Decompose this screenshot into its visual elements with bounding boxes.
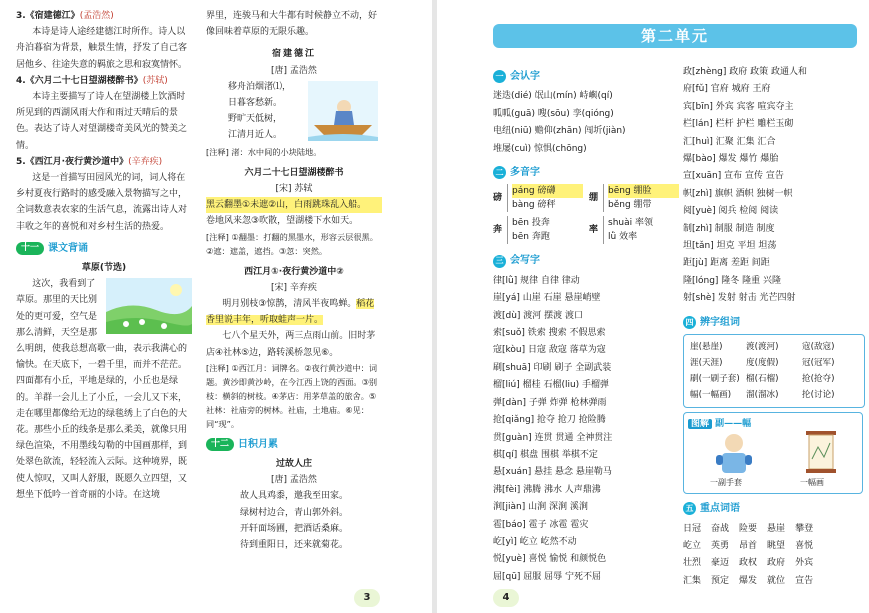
distinguish-word: 渡(渡河) — [746, 342, 779, 353]
write-row: 宣[xuān] 宣布 宣传 宣告 — [683, 171, 784, 182]
section-title: 日积月累 — [238, 438, 279, 450]
word-row — [683, 573, 865, 590]
section-badge: 四 — [683, 316, 696, 329]
key-words — [683, 521, 865, 591]
poem-line: 移舟泊烟渚⑴， — [228, 81, 292, 92]
poem-line-highlight: 黑云翻墨①未遮②山，白雨跳珠乱入船。 — [206, 197, 382, 213]
section-badge: 十二 — [206, 438, 234, 451]
page-number: 3 — [354, 589, 380, 607]
key-word: 日冠 — [683, 523, 702, 534]
key-word: 悬崖 — [767, 523, 786, 534]
write-row: 棋[qí] 棋盘 围棋 举棋不定 — [493, 449, 598, 460]
key-word: 政权 — [739, 558, 758, 569]
distinguish-word: 冠(冠军) — [802, 358, 835, 369]
left-column-1 — [16, 8, 192, 503]
poem-line: 明月别枝③惊鹊，清风半夜鸣蝉。 — [222, 299, 357, 310]
section-badge: 十一 — [16, 242, 44, 255]
recognize-row: 呱呱(guā) 嗖(sōu) 孪(qióng) — [493, 108, 614, 119]
poem-author: [宋] 辛弃疾 — [271, 282, 317, 293]
key-word: 壮烈 — [683, 558, 702, 569]
write-row: 雹[báo] 雹子 冰雹 雹灾 — [493, 519, 589, 530]
poem-title: 六月二十七日望湖楼醉书 — [244, 167, 344, 178]
polyphone-group — [589, 184, 679, 212]
section-badge: 一 — [493, 70, 506, 83]
write-row: 宾[bīn] 外宾 宾客 喧宾夺主 — [683, 101, 794, 112]
scroll-painting-illustration — [804, 429, 838, 475]
section-write — [493, 252, 679, 269]
boat-illustration — [308, 81, 378, 141]
polyphone-reading: bàng 磅秤 — [512, 200, 556, 211]
distinguish-word: 溜(溜冰) — [746, 390, 779, 401]
section-distinguish — [683, 314, 865, 331]
distinguish-word: 涯(天涯) — [690, 358, 723, 369]
polyphone-reading: shuài 率领 — [608, 218, 653, 229]
poem-note: [注释] ①西江月：词牌名。②夜行黄沙道中：词题。黄沙即黄沙岭，在今江西上饶的西面。③别枝：横斜的树枝。④茅店：用茅草盖的旅舍。⑤社林：社庙旁的树林。社庙，土地庙。⑥见：同“现”。 — [206, 362, 378, 429]
poem-author: [宋] 苏轼 — [275, 184, 313, 195]
item-4 — [16, 73, 192, 154]
key-word: 眺望 — [767, 540, 786, 551]
key-word: 英勇 — [711, 540, 730, 551]
word-row — [683, 555, 865, 572]
write-row: 崖[yá] 山崖 石崖 悬崖峭壁 — [493, 293, 601, 304]
write-row: 榴[liú] 榴桂 石榴(liu) 手榴弹 — [493, 380, 610, 391]
passage-text: 这次，我看到了草原。那里的天比别处的更可爱，空气是那么清鲜，天空是那么明朗，使我总想高歌一曲，表示我满心的愉快。在天底下，一碧千里，而并不茫茫。四面都有小丘，平地是绿的，小丘也是绿的。羊群一会儿上了小丘，一会儿又下来，走在哪里都像给无边的绿毯绣上了白色的大花。那些小丘的线条是那么柔美，就像只用绿色渲染，不用墨线勾勒的中国画那样，到处翠色欲流，轻轻流入云际。这种境界，既使人惊叹，又叫人舒服，既愿久立四望，又想坐下低吟一首奇丽的小诗。在这境 — [16, 279, 188, 500]
polyphone-group — [493, 216, 583, 244]
section-title: 会写字 — [510, 255, 540, 267]
section-polyphone — [493, 164, 679, 181]
key-word: 屹立 — [683, 540, 702, 551]
polyphone-char: 率 — [589, 224, 599, 235]
write-list-2 — [683, 64, 865, 308]
polyphone-reading: lǜ 效率 — [608, 232, 638, 243]
poem-note: [注释] 渚：水中间的小块陆地。 — [206, 146, 322, 157]
key-word: 就位 — [767, 575, 786, 586]
write-row: 抢[qiǎng] 抢夺 抢刀 抢险腾 — [493, 415, 606, 426]
right-page — [437, 0, 869, 613]
section-badge: 五 — [683, 502, 696, 515]
left-column-2 — [206, 8, 382, 553]
section-title: 会认字 — [510, 71, 540, 82]
illustration-title: 副——幅 — [715, 419, 752, 430]
item-3 — [16, 8, 192, 73]
illustration-caption: 一幅画 — [800, 477, 824, 487]
key-word: 政府 — [767, 558, 786, 569]
write-row: 距[jù] 距离 差距 间距 — [683, 258, 770, 269]
write-row: 坦[tǎn] 坦克 平坦 坦荡 — [683, 241, 777, 252]
key-word: 预定 — [711, 575, 730, 586]
section-recite — [16, 241, 192, 257]
polyphone-reading: páng 磅礴 — [512, 184, 583, 198]
page-number: 4 — [493, 589, 519, 607]
write-row: 汇[huì] 汇聚 汇集 汇合 — [683, 136, 776, 147]
poem-line-highlight: 稻花香里说丰年，听取蛙声一片。 — [206, 299, 375, 326]
write-row: 隆[lóng] 隆冬 隆重 兴隆 — [683, 275, 782, 286]
polyphone-reading: běng 绷带 — [608, 200, 652, 211]
write-row: 悬[xuán] 悬挂 悬念 悬崖勒马 — [493, 467, 612, 478]
key-word: 喜悦 — [795, 540, 814, 551]
write-row: 律[lǜ] 规律 自律 律动 — [493, 275, 580, 286]
key-word: 爆发 — [739, 575, 758, 586]
distinguish-word: 抡(讨论) — [802, 390, 835, 401]
item-head: 4.《六月二十七日望湖楼醉书》 — [16, 75, 143, 86]
write-row: 弹[dàn] 子弹 炸弹 枪林弹雨 — [493, 397, 607, 408]
write-row: 悦[yuè] 喜悦 愉悦 和颜悦色 — [493, 554, 607, 565]
polyphone-char: 奔 — [493, 224, 503, 235]
poem-title: 过故人庄 — [275, 459, 312, 470]
key-word: 奋战 — [711, 523, 730, 534]
distinguish-word: 抢(抢夺) — [802, 374, 835, 385]
grassland-illustration — [106, 278, 192, 334]
write-row: 爆[bào] 爆发 爆竹 爆胎 — [683, 154, 779, 165]
write-row: 射[shè] 发射 射击 光芒四射 — [683, 293, 796, 304]
poem-author: [唐] 孟浩然 — [271, 65, 317, 76]
illustration-tag: 图解 — [688, 419, 712, 429]
gloves-illustration — [714, 431, 754, 475]
section-title: 辨字组词 — [700, 316, 740, 328]
section-badge: 二 — [493, 166, 506, 179]
key-word: 宣告 — [795, 575, 814, 586]
poem-line: 故人具鸡黍，邀我至田家。 — [239, 491, 348, 502]
write-row: 屈[qū] 屈服 屈辱 宁死不屈 — [493, 571, 602, 582]
write-row: 刷[shuā] 印刷 刷子 全副武装 — [493, 362, 612, 373]
passage-continuation: 界里，连骏马和大牛都有时候静立不动，好像回味着草原的无限乐趣。 — [206, 11, 378, 38]
key-word: 险要 — [739, 523, 758, 534]
item-author: (苏轼) — [142, 75, 168, 86]
poem-title: 宿建德江 — [271, 49, 316, 60]
section-badge: 三 — [493, 255, 506, 268]
poem-title: 西江月①·夜行黄沙道中② — [244, 266, 344, 277]
write-row: 府[fǔ] 官府 城府 王府 — [683, 84, 771, 95]
item-text: 这是一首描写田园风光的词，词人将在乡村夏夜行路时的感受融入景物描写之中，全词数意表农家的生活气息，流露出诗人对丰收之年的喜悦和对乡村生活的热爱。 — [16, 173, 188, 232]
polyphone-group — [589, 216, 679, 244]
poem-line: 待到重阳日，还来就菊花。 — [239, 540, 348, 551]
poem-line: 开轩面场圃，把酒话桑麻。 — [239, 523, 348, 534]
key-word: 昂首 — [739, 540, 758, 551]
word-row — [683, 538, 865, 555]
distinguish-word: 幅(一幅画) — [690, 390, 732, 401]
write-row: 帜[zhì] 旗帜 酒帜 独树一帜 — [683, 188, 793, 199]
passage-title: 草原(节选) — [81, 263, 127, 274]
distinguish-word: 榴(石榴) — [746, 374, 779, 385]
item-text: 本诗主要描写了诗人在望湖楼上饮酒时所见到的西湖风雨大作和雨过天晴后的景色。表达了诗人对望湖楼奇美风光的赞美之情。 — [16, 92, 188, 151]
key-word: 外宾 — [795, 558, 814, 569]
poem-line: 江清月近人。 — [228, 130, 283, 141]
write-row: 栏[lán] 栏杆 护栏 雕栏玉砌 — [683, 119, 794, 130]
illustration-caption: 一副手套 — [710, 477, 742, 487]
write-row: 政[zhèng] 政府 政策 政通人和 — [683, 67, 807, 77]
key-word: 豪迈 — [711, 558, 730, 569]
distinguish-row — [690, 355, 858, 371]
polyphone-char: 绷 — [589, 192, 599, 203]
write-row: 渡[dù] 渡河 摆渡 渡口 — [493, 310, 584, 321]
write-row: 索[suǒ] 铁索 搜索 不假思索 — [493, 328, 606, 339]
section-title: 多音字 — [510, 167, 540, 179]
write-row: 阅[yuè] 阅兵 检阅 阅读 — [683, 206, 779, 217]
polyphone-reading: bēng 绷脸 — [608, 184, 679, 198]
item-author: (辛弃疾) — [128, 156, 163, 167]
poem-line: 绿树村边合，青山郭外斜。 — [239, 507, 348, 518]
distinguish-word: 寇(敌寇) — [802, 342, 835, 353]
write-row: 制[zhì] 制服 制造 制度 — [683, 223, 775, 234]
poem-line: 七八个星天外，两三点雨山前。旧时茅店④社林⑤边，路转溪桥忽见⑥。 — [206, 331, 376, 358]
distinguish-row — [690, 371, 858, 387]
section-title: 课文背诵 — [48, 242, 89, 254]
right-column-2 — [683, 64, 865, 590]
distinguish-box — [683, 334, 865, 408]
section-recognize — [493, 68, 679, 85]
illustration-box — [683, 412, 863, 494]
write-row: 沸[fèi] 沸腾 沸水 人声鼎沸 — [493, 484, 601, 495]
right-column-1 — [493, 62, 679, 586]
poem-line: 野旷天低树， — [228, 114, 283, 125]
distinguish-word: 度(度假) — [746, 358, 779, 369]
poem-author: [唐] 孟浩然 — [271, 475, 317, 486]
poem-line: 卷地风来忽③吹散，望湖楼下水如天。 — [206, 216, 359, 227]
recognize-row: 堆屡(cuì) 惊惧(chōng) — [493, 143, 587, 154]
key-word: 攀登 — [795, 523, 814, 534]
key-word: 汇集 — [683, 575, 702, 586]
word-row — [683, 521, 865, 538]
polyphone-group — [493, 184, 583, 212]
left-page — [0, 0, 432, 613]
distinguish-row — [690, 339, 858, 355]
section-title: 重点词语 — [700, 503, 740, 515]
section-accumulate — [206, 437, 382, 453]
recognize-row: 迷迭(dié) 氓山(mín) 峙嶼(qí) — [493, 91, 613, 102]
item-5 — [16, 154, 192, 235]
write-row: 寇[kòu] 日寇 敌寇 落草为寇 — [493, 345, 606, 356]
unit-title: 第二单元 — [493, 24, 857, 48]
item-head: 3.《宿建德江》 — [16, 11, 80, 21]
recognize-row: 电纽(niū) 赡仰(zhān) 闯圻(jiàn) — [493, 126, 626, 137]
section-words — [683, 500, 865, 517]
poem-line: 日暮客愁新。 — [228, 98, 283, 109]
item-author: (孟浩然) — [79, 11, 114, 21]
polyphone-char: 磅 — [493, 192, 503, 203]
write-list — [493, 273, 679, 586]
distinguish-row — [690, 387, 858, 403]
distinguish-word: 刷(一刷子套) — [690, 374, 740, 385]
item-text: 本诗是诗人途经建德江时所作。诗人以舟泊暮宿为背景，触景生情，抒发了自己客居他乡、往途失意的羁旅之思和寂寞情怀。 — [16, 27, 188, 70]
poem-note: [注释] ①翻墨：打翻的黑墨水，形容云层很黑。②遮：遮盖，遮挡。③忽：突然。 — [206, 231, 378, 256]
distinguish-word: 崖(悬崖) — [690, 342, 723, 353]
write-row: 屹[yì] 屹立 屹然不动 — [493, 536, 577, 547]
polyphone-reading: bēn 投奔 — [512, 218, 550, 229]
write-row: 涧[jiàn] 山涧 深涧 溪涧 — [493, 502, 588, 513]
polyphone-reading: bēn 奔跑 — [512, 232, 550, 243]
item-head: 5.《西江月·夜行黄沙道中》 — [16, 156, 129, 167]
write-row: 贯[guàn] 连贯 贯通 全神贯注 — [493, 432, 613, 443]
